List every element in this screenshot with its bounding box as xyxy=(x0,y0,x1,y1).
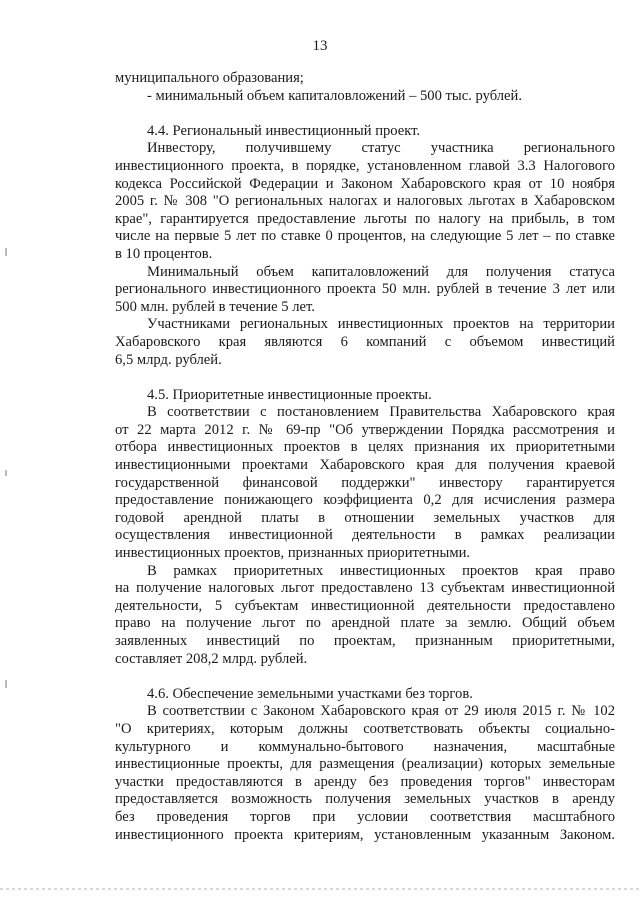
text-line: предоставление понижающего коэффициента 0,2 для исчисления размера xyxy=(115,492,615,509)
text-line: культурного и коммунально-бытового назначения, масштабные xyxy=(115,738,615,755)
text-line: 4.4. Региональный инвестиционный проект. xyxy=(147,122,421,139)
page-number: 13 xyxy=(312,38,328,54)
text-line: регионального инвестиционного проекта 50 млн. рублей в течение 3 лет или xyxy=(115,281,615,298)
paragraph-gap xyxy=(115,369,615,387)
text-line: инвестиционного проекта критериям, установленным указанным Законом. xyxy=(115,826,615,843)
text-line: 4.6. Обеспечение земельными участками без торгов. xyxy=(147,685,473,702)
text-line: Хабаровского края являются 6 компаний с объемом инвестиций xyxy=(115,333,615,350)
text-line: от 22 марта 2012 г. № 69-пр "Об утверждении Порядка рассмотрения и xyxy=(115,421,615,438)
text-line: В соответствии с постановлением Правительства Хабаровского края xyxy=(147,404,615,421)
text-line: осуществления инвестиционной деятельности в рамках реализации xyxy=(115,527,615,544)
text-line: инвестиционными проектами Хабаровского края для получения краевой xyxy=(115,457,615,474)
text-line: В рамках приоритетных инвестиционных проектов края право xyxy=(147,562,615,579)
text-line: Инвестору, получившему статус участника регионального xyxy=(147,140,615,157)
text-line: В соответствии с Законом Хабаровского края от 29 июля 2015 г. № 102 xyxy=(147,703,615,720)
text-line: деятельности, 5 субъектам инвестиционной деятельности предоставлено xyxy=(115,597,615,614)
text-line: предоставляется возможность получения земельных участков в аренду xyxy=(115,791,615,808)
text-line: составляет 208,2 млрд. рублей. xyxy=(115,650,308,667)
body-text xyxy=(115,70,615,844)
paragraph-gap xyxy=(115,668,615,686)
scan-edge-mark xyxy=(5,470,7,476)
text-line: 500 млн. рублей в течение 5 лет. xyxy=(115,298,315,315)
text-line: государственной финансовой поддержки" инвестору гарантируется xyxy=(115,474,615,491)
text-line: - минимальный объем капиталовложений – 500 тыс. рублей. xyxy=(147,87,522,104)
text-line: 4.5. Приоритетные инвестиционные проекты. xyxy=(147,386,432,403)
scan-bottom-artifact xyxy=(0,888,640,890)
text-line: в 10 процентов. xyxy=(115,245,213,262)
text-line: инвестиционного проекта, в порядке, установленном главой 3.3 Налогового xyxy=(115,157,615,174)
text-line: "О критериях, которым должны соответствовать объекты социально- xyxy=(115,720,615,737)
text-line: инвестиционные проекты, для размещения (реализации) которых земельные xyxy=(115,756,615,773)
scan-edge-mark xyxy=(5,248,7,256)
text-line: Минимальный объем капиталовложений для получения статуса xyxy=(147,263,615,280)
text-line: 2005 г. № 308 "О региональных налогах и налоговых льготах в Хабаровском xyxy=(115,193,615,210)
text-line: участки предоставляются в аренду без проведения торгов" инвесторам xyxy=(115,773,615,790)
scan-edge-mark xyxy=(5,680,7,688)
text-line: инвестиционных проектов, признанных приоритетными. xyxy=(115,545,471,562)
text-line: 6,5 млрд. рублей. xyxy=(115,351,222,368)
paragraph-gap xyxy=(115,105,615,123)
text-line: муниципального образования; xyxy=(115,70,304,86)
text-line: без проведения торгов при условии соответствия масштабного xyxy=(115,808,615,825)
text-line: числе на первые 5 лет по ставке 0 процентов, на следующие 5 лет – по ставке xyxy=(115,228,615,245)
text-line: Участниками региональных инвестиционных проектов на территории xyxy=(147,316,615,333)
text-line: годовой арендной платы в отношении земельных участков для xyxy=(115,509,615,526)
text-line: право на получение льгот по арендной плате за землю. Общий объем xyxy=(115,615,615,632)
text-line: отбора инвестиционных проектов в целях признания их приоритетными xyxy=(115,439,615,456)
text-line: кодекса Российской Федерации и Законом Хабаровского края от 10 ноября xyxy=(115,175,615,192)
text-line: на получение налоговых льгот предоставлено 13 субъектам инвестиционной xyxy=(115,580,615,597)
text-line: заявленных инвестиций по проектам, признанным приоритетными, xyxy=(115,633,615,649)
text-line: крае", гарантируется предоставление льготы по налогу на прибыль, в том xyxy=(115,210,615,227)
